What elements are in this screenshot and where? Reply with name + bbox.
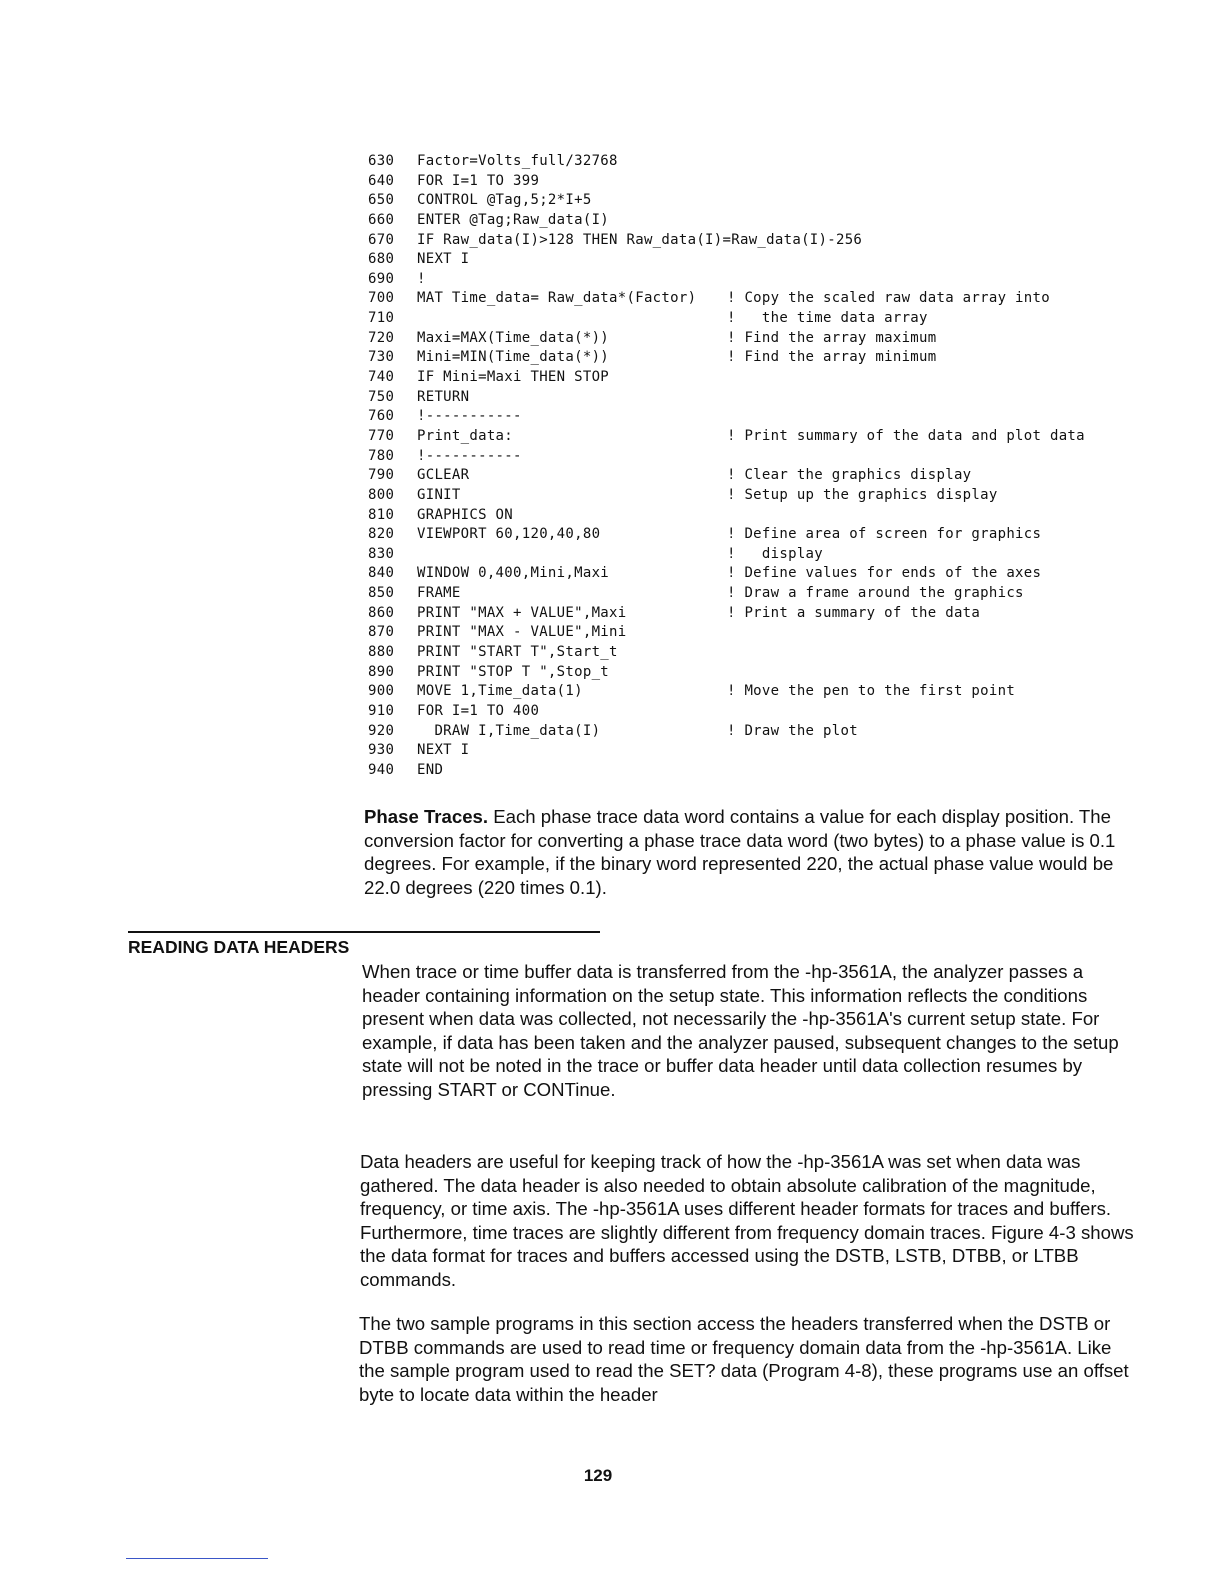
code-line bbox=[368, 447, 1128, 467]
code-statement: RETURN bbox=[417, 388, 470, 405]
code-statement: IF Raw_data(I)>128 THEN Raw_data(I)=Raw_data(I)-256 bbox=[417, 231, 863, 248]
phase-traces-title: Phase Traces. bbox=[364, 806, 489, 827]
code-statement: CONTROL @Tag,5;2*I+5 bbox=[417, 192, 592, 209]
line-number: 890 bbox=[368, 663, 395, 680]
code-comment: ! Draw a frame around the graphics bbox=[727, 585, 1024, 602]
code-line bbox=[368, 525, 1128, 545]
code-statement: Maxi=MAX(Time_data(*)) bbox=[417, 329, 610, 346]
code-line bbox=[368, 152, 1128, 172]
code-comment: ! Find the array minimum bbox=[727, 349, 937, 366]
code-statement: GRAPHICS ON bbox=[417, 506, 514, 523]
code-statement: NEXT I bbox=[417, 251, 470, 268]
line-number: 940 bbox=[368, 761, 395, 778]
code-line bbox=[368, 584, 1128, 604]
line-number: 880 bbox=[368, 644, 395, 661]
code-statement: IF Mini=Maxi THEN STOP bbox=[417, 369, 610, 386]
line-number: 850 bbox=[368, 585, 395, 602]
code-line bbox=[368, 466, 1128, 486]
code-statement: FOR I=1 TO 399 bbox=[417, 172, 540, 189]
code-line bbox=[368, 329, 1128, 349]
code-comment: ! Find the array maximum bbox=[727, 329, 937, 346]
code-line bbox=[368, 663, 1128, 683]
code-comment: ! Clear the graphics display bbox=[727, 467, 972, 484]
footer-rule bbox=[126, 1558, 268, 1559]
code-line bbox=[368, 722, 1128, 742]
section-rule bbox=[128, 931, 600, 933]
line-number: 690 bbox=[368, 270, 395, 287]
code-line bbox=[368, 741, 1128, 761]
code-comment: ! Setup up the graphics display bbox=[727, 486, 998, 503]
code-line bbox=[368, 407, 1128, 427]
code-comment: ! Define values for ends of the axes bbox=[727, 565, 1042, 582]
code-comment: ! Move the pen to the first point bbox=[727, 683, 1016, 700]
code-statement: MOVE 1,Time_data(1) bbox=[417, 683, 583, 700]
code-comment: ! the time data array bbox=[727, 310, 928, 327]
code-line bbox=[368, 643, 1128, 663]
line-number: 790 bbox=[368, 467, 395, 484]
code-statement: !----------- bbox=[417, 408, 522, 425]
line-number: 830 bbox=[368, 545, 395, 562]
code-statement: NEXT I bbox=[417, 742, 470, 759]
code-line bbox=[368, 545, 1128, 565]
code-comment: ! Define area of screen for graphics bbox=[727, 526, 1042, 543]
line-number: 860 bbox=[368, 604, 395, 621]
line-number: 770 bbox=[368, 427, 395, 444]
line-number: 740 bbox=[368, 369, 395, 386]
code-statement: GCLEAR bbox=[417, 467, 470, 484]
code-comment: ! Copy the scaled raw data array into bbox=[727, 290, 1050, 307]
code-line bbox=[368, 604, 1128, 624]
code-comment: ! display bbox=[727, 545, 824, 562]
line-number: 700 bbox=[368, 290, 395, 307]
code-comment: ! Print a summary of the data bbox=[727, 604, 981, 621]
line-number: 670 bbox=[368, 231, 395, 248]
section-heading: READING DATA HEADERS bbox=[128, 937, 350, 957]
line-number: 840 bbox=[368, 565, 395, 582]
code-line bbox=[368, 623, 1128, 643]
code-statement: FRAME bbox=[417, 585, 461, 602]
code-comment: ! Draw the plot bbox=[727, 722, 858, 739]
code-line bbox=[368, 761, 1128, 781]
line-number: 730 bbox=[368, 349, 395, 366]
program-listing bbox=[368, 152, 1128, 781]
line-number: 710 bbox=[368, 310, 395, 327]
headers-paragraph-2: Data headers are useful for keeping track of how the -hp-3561A was set when data was gathered. The data header is also needed to obtain absolute calibration of the magnitude, frequency, or time axis. The -hp-3561A uses different header formats for traces and buffers. Furthermore, time traces are slightly different from frequency domain traces. Figure 4-3 shows the data format for traces and buffers accessed using the DSTB, LSTB, DTBB, or LTBB commands. bbox=[360, 1151, 1134, 1290]
code-statement: PRINT "STOP T ",Stop_t bbox=[417, 663, 610, 680]
line-number: 810 bbox=[368, 506, 395, 523]
code-statement: Mini=MIN(Time_data(*)) bbox=[417, 349, 610, 366]
code-statement: GINIT bbox=[417, 486, 461, 503]
code-line bbox=[368, 486, 1128, 506]
line-number: 780 bbox=[368, 447, 395, 464]
code-line bbox=[368, 309, 1128, 329]
code-line bbox=[368, 270, 1128, 290]
code-statement: FOR I=1 TO 400 bbox=[417, 702, 540, 719]
code-statement: PRINT "MAX - VALUE",Mini bbox=[417, 624, 627, 641]
code-line bbox=[368, 388, 1128, 408]
code-statement: END bbox=[417, 761, 444, 778]
code-line bbox=[368, 368, 1128, 388]
code-statement: VIEWPORT 60,120,40,80 bbox=[417, 526, 601, 543]
code-comment: ! Print summary of the data and plot data bbox=[727, 427, 1085, 444]
code-line bbox=[368, 702, 1128, 722]
code-statement: Factor=Volts_full/32768 bbox=[417, 153, 618, 169]
phase-traces-body: Each phase trace data word contains a value for each display position. The conversion factor for converting a phase trace data word (two bytes) to a phase value is 0.1 degrees. For example, if the binary word represented 220, the actual phase value would be 22.0 degrees (220 times 0.1). bbox=[364, 806, 1116, 898]
line-number: 920 bbox=[368, 722, 395, 739]
code-statement: MAT Time_data= Raw_data*(Factor) bbox=[417, 290, 697, 307]
code-line bbox=[368, 427, 1128, 447]
line-number: 640 bbox=[368, 172, 395, 189]
phase-traces-paragraph bbox=[364, 805, 1134, 899]
line-number: 720 bbox=[368, 329, 395, 346]
code-statement: !----------- bbox=[417, 447, 522, 464]
headers-paragraph-3: The two sample programs in this section access the headers transferred when the DSTB or DTBB commands are used to read time or frequency domain data from the -hp-3561A. Like the sample program used to read the SET? data (Program 4-8), these programs use an offset byte to locate data within the header bbox=[359, 1313, 1129, 1405]
line-number: 750 bbox=[368, 388, 395, 405]
code-statement: PRINT "MAX + VALUE",Maxi bbox=[417, 604, 627, 621]
line-number: 660 bbox=[368, 211, 395, 228]
code-statement: Print_data: bbox=[417, 427, 514, 444]
line-number: 820 bbox=[368, 526, 395, 543]
line-number: 870 bbox=[368, 624, 395, 641]
line-number: 800 bbox=[368, 486, 395, 503]
line-number: 930 bbox=[368, 742, 395, 759]
code-statement: ENTER @Tag;Raw_data(I) bbox=[417, 211, 610, 228]
line-number: 630 bbox=[368, 153, 395, 169]
code-statement: PRINT "START T",Start_t bbox=[417, 644, 618, 661]
code-line bbox=[368, 250, 1128, 270]
code-line bbox=[368, 172, 1128, 192]
line-number: 650 bbox=[368, 192, 395, 209]
code-line bbox=[368, 191, 1128, 211]
code-line bbox=[368, 231, 1128, 251]
line-number: 680 bbox=[368, 251, 395, 268]
code-statement: ! bbox=[417, 270, 426, 287]
headers-paragraph-1: When trace or time buffer data is transferred from the -hp-3561A, the analyzer passes a header containing information on the setup state. This information reflects the conditions present when data was collected, not necessarily the -hp-3561A's current setup state. For example, if data has been taken and the analyzer paused, subsequent changes to the setup state will not be noted in the trace or buffer data header until data collection resumes by pressing START or CONTinue. bbox=[362, 961, 1119, 1100]
code-line bbox=[368, 348, 1128, 368]
code-statement: WINDOW 0,400,Mini,Maxi bbox=[417, 565, 610, 582]
code-line bbox=[368, 289, 1128, 309]
code-line bbox=[368, 506, 1128, 526]
code-line bbox=[368, 682, 1128, 702]
line-number: 910 bbox=[368, 702, 395, 719]
code-line bbox=[368, 564, 1128, 584]
code-statement: DRAW I,Time_data(I) bbox=[417, 722, 601, 739]
line-number: 900 bbox=[368, 683, 395, 700]
page-number: 129 bbox=[583, 1466, 613, 1485]
line-number: 760 bbox=[368, 408, 395, 425]
code-line bbox=[368, 211, 1128, 231]
